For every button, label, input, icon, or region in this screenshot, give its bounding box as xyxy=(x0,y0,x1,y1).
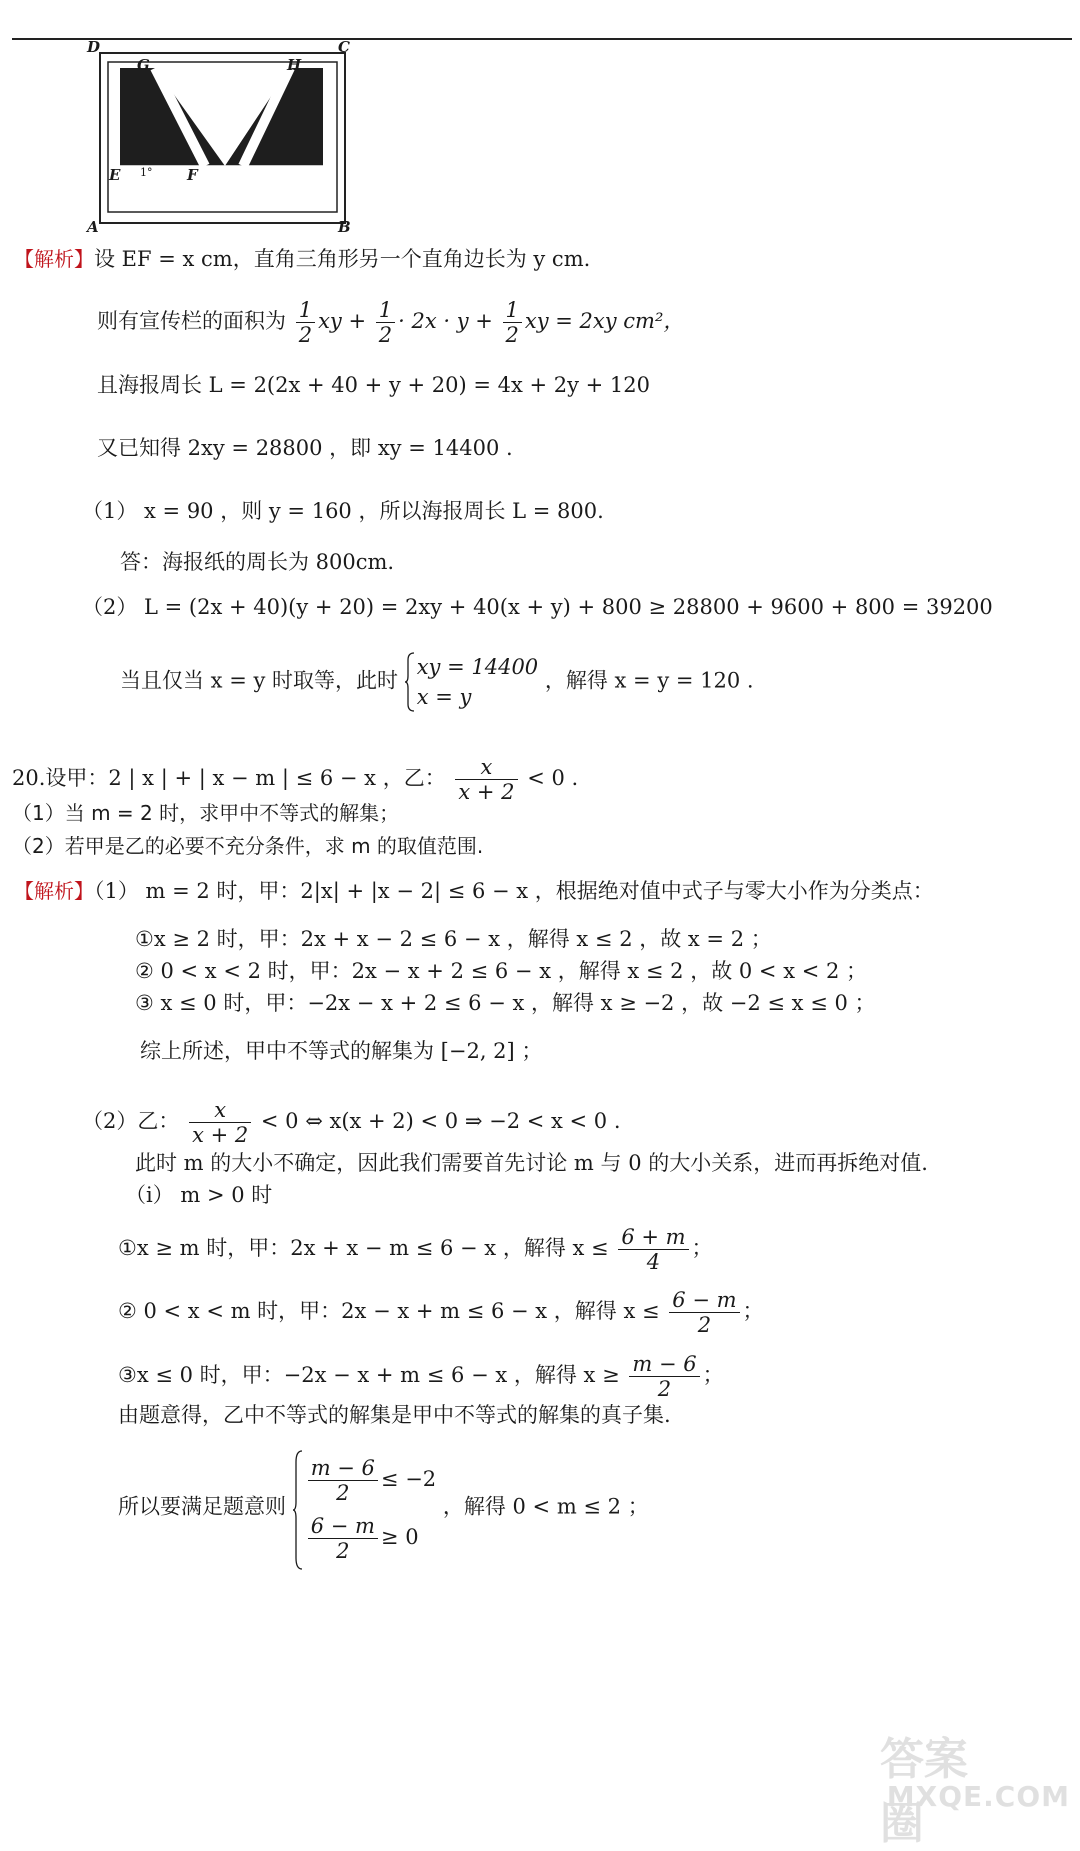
frac-den: 2 xyxy=(657,1377,672,1401)
solution1-equality-line xyxy=(120,652,754,712)
solution1-line1 xyxy=(14,246,590,272)
system-row: x = y xyxy=(416,685,472,709)
label-G: G xyxy=(137,56,150,74)
analysis-tag: 【解析】 xyxy=(14,247,94,271)
subcase-suffix: ； xyxy=(742,1299,764,1323)
fraction xyxy=(629,1352,699,1401)
label-F: F xyxy=(187,166,198,184)
site-watermark xyxy=(880,1723,1070,1849)
subcase-suffix: ； xyxy=(691,1236,713,1260)
solution1-answer: 答：海报纸的周长为 800cm. xyxy=(120,550,395,574)
fraction xyxy=(308,1514,378,1563)
area-prefix: 则有宣传栏的面积为 xyxy=(97,309,286,333)
frac-num: x xyxy=(189,1098,251,1123)
frac-den: 2 xyxy=(336,1539,350,1563)
subcase3 xyxy=(118,1352,724,1401)
subcase-prefix: ①x ≥ m 时，甲：2x + x − m ≤ 6 − x ，解得 x ≤ xyxy=(118,1236,609,1260)
frac-num: x xyxy=(455,755,517,780)
poster-figure xyxy=(87,38,415,236)
subcase1 xyxy=(118,1225,713,1274)
frac-den: x + 2 xyxy=(192,1123,249,1147)
area-term: xy = 2xy cm²， xyxy=(524,309,685,333)
frac-num: m − 6 xyxy=(308,1456,378,1481)
frac-num: 1 xyxy=(503,298,522,323)
equality-suffix: ，解得 x = y = 120 . xyxy=(544,668,754,693)
subcase-suffix: ； xyxy=(702,1363,724,1387)
row-suffix: ≤ −2 xyxy=(380,1467,437,1491)
case2: ② 0 < x < 2 时，甲：2x − x + 2 ≤ 6 − x ，解得 x ≤ 2 ，故 0 < x < 2 ； xyxy=(135,959,868,983)
frac-den: 2 xyxy=(697,1313,712,1337)
statement-suffix: < 0 . xyxy=(527,766,579,790)
frac-den: 2 xyxy=(336,1481,350,1505)
subset-line: 由题意得，乙中不等式的解集是甲中不等式的解集的真子集. xyxy=(118,1403,671,1427)
summary: 综上所述，甲中不等式的解集为 [−2, 2] ； xyxy=(140,1039,543,1063)
analysis-tag: 【解析】 xyxy=(14,879,94,903)
solution1-perimeter-line: 且海报周长 L = 2(2x + 40 + y + 20) = 4x + 2y + 120 xyxy=(97,373,651,397)
equality-prefix: 当且仅当 x = y 时取等，此时 xyxy=(120,668,399,693)
label-E: E xyxy=(109,166,121,184)
area-term: xy + xyxy=(318,309,367,333)
fraction xyxy=(376,298,395,347)
frac-num: 6 − m xyxy=(669,1288,739,1313)
system-row: xy = 14400 xyxy=(416,655,539,679)
frac-num: 1 xyxy=(296,298,315,323)
fraction xyxy=(669,1288,739,1337)
area-term: · 2x · y + xyxy=(398,309,493,333)
subcase2 xyxy=(118,1288,764,1337)
fraction xyxy=(296,298,315,347)
label-tick: 1° xyxy=(140,166,153,179)
watermark-url: MXQE.COM xyxy=(886,1780,1070,1813)
part2-text: 此时 m 的大小不确定，因此我们需要首先讨论 m 与 0 的大小关系，进而再拆绝对值. xyxy=(135,1151,928,1175)
statement-prefix: 20.设甲：2 | x | + | x − m | ≤ 6 − x ，乙： xyxy=(12,766,446,790)
fraction xyxy=(618,1225,688,1274)
equation-system xyxy=(405,652,538,712)
problem20-q2: （2）若甲是乙的必要不充分条件，求 m 的取值范围. xyxy=(12,834,484,858)
label-B: B xyxy=(338,218,351,236)
frac-num: m − 6 xyxy=(629,1352,699,1377)
brace-icon xyxy=(293,1450,303,1570)
watermark-logo: 答案圈 xyxy=(880,1734,968,1849)
case-i: （i） m > 0 时 xyxy=(125,1183,273,1207)
fraction xyxy=(189,1098,251,1147)
label-A: A xyxy=(87,218,99,236)
frac-den: 2 xyxy=(505,323,519,347)
label-C: C xyxy=(338,38,350,56)
fraction xyxy=(308,1456,378,1505)
case1: ①x ≥ 2 时，甲：2x + x − 2 ≤ 6 − x ，解得 x ≤ 2 ，故 x = 2 ； xyxy=(135,927,772,951)
problem20-q1: （1）当 m = 2 时，求甲中不等式的解集； xyxy=(12,801,400,825)
fraction xyxy=(455,755,517,804)
solution1-text: 设 EF = x cm，直角三角形另一个直角边长为 y cm. xyxy=(94,247,591,271)
final-suffix: ，解得 0 < m ≤ 2 ； xyxy=(442,1494,649,1519)
brace-icon xyxy=(405,652,415,712)
inequality-system xyxy=(293,1450,436,1566)
solution1-known-line: 又已知得 2xy = 28800 ，即 xy = 14400 . xyxy=(97,436,513,460)
frac-den: 2 xyxy=(298,323,313,347)
frac-num: 6 + m xyxy=(618,1225,688,1250)
frac-den: 4 xyxy=(646,1250,661,1274)
solution2-text: （1） m = 2 时，甲：2|x| + |x − 2| ≤ 6 − x ，根据绝对值中式子与零大小作为分类点： xyxy=(94,879,934,903)
frac-den: 2 xyxy=(378,323,393,347)
frac-num: 6 − m xyxy=(308,1514,378,1539)
problem20-statement xyxy=(12,755,578,804)
solution1-part1: （1） x = 90 ，则 y = 160 ，所以海报周长 L = 800. xyxy=(82,499,604,523)
part2-equivalence xyxy=(82,1098,621,1147)
system-row xyxy=(305,1508,436,1566)
row-suffix: ≥ 0 xyxy=(380,1525,419,1549)
final-line xyxy=(118,1450,649,1566)
system-row xyxy=(305,1450,436,1508)
part2-suffix: < 0 ⇔ x(x + 2) < 0 ⇒ −2 < x < 0 . xyxy=(260,1109,621,1133)
fraction xyxy=(503,298,522,347)
solution1-part2: （2） L = (2x + 40)(y + 20) = 2xy + 40(x + y) + 800 ≥ 28800 + 9600 + 800 = 39200 xyxy=(82,595,993,619)
frac-den: x + 2 xyxy=(458,780,515,804)
solution2-line1 xyxy=(14,878,934,904)
subcase-prefix: ② 0 < x < m 时，甲：2x − x + m ≤ 6 − x ，解得 x ≤ xyxy=(118,1299,660,1323)
subcase-prefix: ③x ≤ 0 时，甲：−2x − x + m ≤ 6 − x ，解得 x ≥ xyxy=(118,1363,620,1387)
label-D: D xyxy=(87,38,101,56)
case3: ③ x ≤ 0 时，甲：−2x − x + 2 ≤ 6 − x ，解得 x ≥ −2 ，故 −2 ≤ x ≤ 0 ； xyxy=(135,991,876,1015)
frac-num: 1 xyxy=(376,298,395,323)
solution1-area-line xyxy=(97,298,684,347)
part2-prefix: （2）乙： xyxy=(82,1109,180,1133)
final-prefix: 所以要满足题意则 xyxy=(118,1494,286,1519)
label-H: H xyxy=(287,56,302,74)
